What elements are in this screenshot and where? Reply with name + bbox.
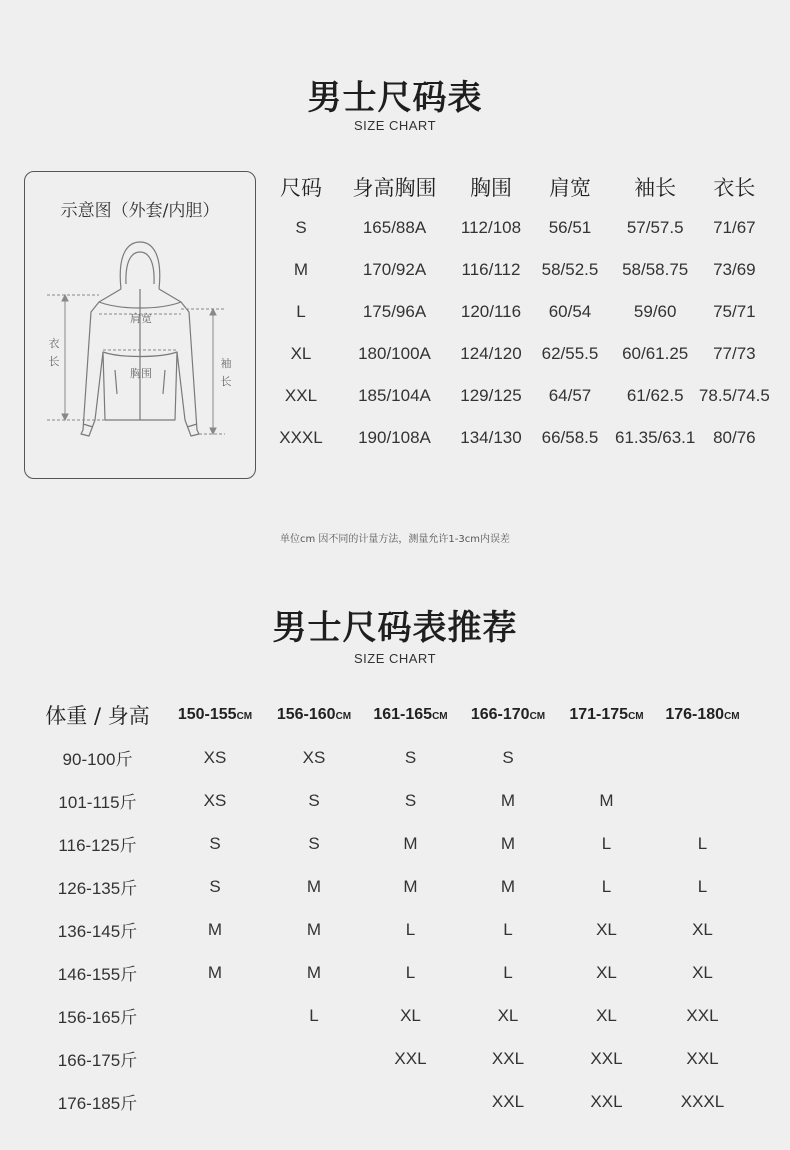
length-label-2: 长 — [48, 355, 60, 368]
table-row — [270, 417, 773, 459]
table-cell: S — [295, 218, 307, 237]
table-cell: XL — [290, 344, 312, 363]
height-range: 161-165 — [373, 706, 433, 723]
size-cell: M — [599, 790, 614, 810]
sleeve-label-1: 袖 — [220, 357, 232, 370]
weight-label: 116-125斤 — [58, 836, 137, 855]
size-cell: XS — [302, 747, 326, 767]
measurement-note: 单位cm 因不同的计量方法，测量允许1-3cm内误差 — [280, 534, 510, 545]
table-row — [30, 1037, 750, 1080]
size-cell: XS — [203, 747, 227, 767]
table-cell: 56/51 — [548, 218, 592, 237]
size-cell: L — [405, 962, 416, 982]
table-row — [30, 779, 750, 822]
size-cell: L — [601, 833, 612, 853]
size-cell: XXL — [590, 1091, 623, 1111]
weight-label: 166-175斤 — [57, 1051, 138, 1070]
table-row — [30, 951, 750, 994]
table-cell: 124/120 — [460, 344, 522, 363]
size-cell — [165, 1080, 265, 1123]
table-row — [30, 908, 750, 951]
size-cell: M — [500, 833, 516, 853]
header-sleeve: 袖长 — [634, 176, 677, 200]
page-subtitle: SIZE CHART — [353, 118, 437, 133]
size-cell: L — [309, 1005, 319, 1025]
table-cell: 60/61.25 — [622, 344, 689, 363]
table-cell: 60/54 — [548, 302, 592, 321]
size-table — [270, 167, 773, 459]
table-row — [30, 865, 750, 908]
jacket-illustration — [25, 172, 255, 478]
size-cell: XL — [596, 919, 617, 939]
height-unit: CM — [529, 711, 546, 722]
recommend-title: 男士尺码表推荐 — [272, 608, 518, 648]
sleeve-label-2: 长 — [220, 375, 232, 388]
size-cell — [655, 736, 750, 779]
size-cell: L — [405, 919, 416, 939]
diagram-caption: 示意图（外套/内胆） — [60, 201, 220, 221]
height-unit: CM — [628, 711, 644, 722]
size-cell: XS — [203, 790, 227, 810]
size-cell: S — [308, 790, 320, 810]
size-cell: XXL — [686, 1005, 719, 1025]
table-cell: 57/57.5 — [626, 218, 684, 237]
weight-label: 176-185斤 — [57, 1094, 138, 1113]
weight-label: 101-115斤 — [58, 793, 137, 812]
length-label-1: 衣 — [48, 337, 60, 350]
header-shoulder: 肩宽 — [549, 176, 591, 200]
size-cell: M — [403, 833, 418, 853]
size-cell — [265, 1080, 363, 1123]
size-cell — [363, 1080, 458, 1123]
table-cell: 61.35/63.1 — [615, 428, 696, 447]
size-cell: XXL — [491, 1091, 525, 1111]
header-size: 尺码 — [280, 176, 322, 200]
size-cell: S — [404, 790, 417, 810]
size-cell: M — [500, 790, 516, 810]
size-cell: M — [306, 876, 322, 896]
table-cell: XXXL — [279, 428, 323, 447]
size-cell: M — [306, 919, 322, 939]
size-cell: M — [306, 962, 322, 982]
table-cell: 59/60 — [633, 302, 677, 321]
jacket-diagram-panel — [24, 171, 256, 479]
table-cell: 62/55.5 — [541, 344, 599, 363]
size-cell: M — [500, 876, 516, 896]
size-cell: XXL — [394, 1048, 427, 1068]
table-cell: 170/92A — [362, 260, 427, 279]
height-range: 150-155 — [177, 706, 237, 723]
size-cell: L — [697, 876, 708, 896]
table-cell: 180/100A — [358, 344, 431, 363]
table-cell: 80/76 — [713, 428, 756, 447]
size-cell: L — [503, 919, 513, 939]
table-row — [30, 1080, 750, 1123]
shoulder-label: 肩宽 — [130, 312, 152, 325]
header-length: 衣长 — [713, 176, 756, 200]
size-cell: XL — [596, 962, 617, 982]
table-row — [30, 736, 750, 779]
table-cell: 129/125 — [460, 386, 522, 405]
weight-label: 90-100斤 — [62, 750, 133, 769]
size-cell: XXL — [686, 1048, 719, 1068]
table-cell: 120/116 — [460, 302, 522, 321]
size-cell: L — [503, 962, 513, 982]
height-unit: CM — [335, 711, 352, 722]
recommend-subtitle: SIZE CHART — [353, 651, 437, 666]
height-column-header — [458, 694, 558, 736]
size-cell — [655, 779, 750, 822]
recommend-table — [30, 694, 750, 1123]
weight-label: 136-145斤 — [57, 922, 138, 941]
table-cell: 58/52.5 — [541, 260, 599, 279]
table-cell: 165/88A — [362, 218, 427, 237]
size-cell: XL — [692, 919, 713, 939]
weight-label: 156-165斤 — [57, 1008, 138, 1027]
size-cell: XL — [497, 1005, 519, 1025]
size-cell: S — [209, 876, 221, 896]
height-range: 176-180 — [665, 706, 725, 723]
size-table-header — [270, 167, 773, 207]
size-cell: S — [404, 747, 417, 767]
page-title: 男士尺码表 — [307, 78, 483, 118]
table-row — [270, 375, 773, 417]
size-cell: XL — [596, 1005, 617, 1025]
height-range: 156-160 — [276, 706, 336, 723]
table-cell: 175/96A — [362, 302, 427, 321]
table-cell: 134/130 — [460, 428, 522, 447]
size-cell: S — [209, 833, 221, 853]
size-cell: L — [697, 833, 708, 853]
size-cell: S — [308, 833, 320, 853]
table-cell: 112/108 — [460, 218, 522, 237]
recommend-table-header — [30, 694, 750, 736]
table-row — [270, 249, 773, 291]
table-cell: 116/112 — [461, 260, 521, 279]
header-chest: 胸围 — [470, 176, 512, 200]
header-height-chest: 身高胸围 — [352, 176, 437, 200]
table-cell: XXL — [284, 386, 318, 405]
table-cell: 58/58.75 — [622, 260, 689, 279]
table-cell: 64/57 — [548, 386, 592, 405]
corner-label: 体重 / 身高 — [45, 704, 150, 728]
height-unit: CM — [236, 711, 253, 722]
table-row — [270, 291, 773, 333]
table-cell: 71/67 — [713, 218, 756, 237]
height-column-header — [165, 694, 265, 736]
table-cell: 190/108A — [358, 428, 431, 447]
height-unit: CM — [432, 711, 448, 722]
height-column-header — [655, 694, 750, 736]
size-cell: XXL — [590, 1048, 623, 1068]
table-cell: M — [293, 260, 309, 279]
table-cell: 78.5/74.5 — [698, 386, 770, 405]
size-cell: M — [207, 919, 223, 939]
table-cell: 61/62.5 — [626, 386, 684, 405]
table-row — [270, 207, 773, 249]
height-column-header — [363, 694, 458, 736]
size-cell: XXXL — [680, 1091, 725, 1111]
height-range: 166-170 — [470, 706, 530, 723]
chest-label: 胸围 — [130, 367, 152, 380]
table-cell: 66/58.5 — [541, 428, 599, 447]
size-cell: S — [502, 747, 514, 767]
table-cell: 75/71 — [713, 302, 756, 321]
size-cell — [265, 1037, 363, 1080]
size-cell: M — [403, 876, 418, 896]
table-cell: 77/73 — [713, 344, 756, 363]
table-row — [30, 822, 750, 865]
table-row — [270, 333, 773, 375]
table-cell: L — [296, 302, 306, 321]
height-column-header — [558, 694, 655, 736]
height-unit: CM — [724, 711, 740, 722]
table-row — [30, 994, 750, 1037]
weight-label: 146-155斤 — [57, 965, 138, 984]
height-column-header — [265, 694, 363, 736]
size-cell — [165, 994, 265, 1037]
size-cell — [165, 1037, 265, 1080]
table-cell: 73/69 — [713, 260, 756, 279]
size-cell: XXL — [491, 1048, 525, 1068]
size-cell: XL — [400, 1005, 421, 1025]
size-cell: M — [207, 962, 223, 982]
table-cell: 185/104A — [358, 386, 431, 405]
size-cell: L — [601, 876, 612, 896]
weight-label: 126-135斤 — [57, 879, 138, 898]
size-cell — [558, 736, 655, 779]
size-cell: XL — [692, 962, 713, 982]
height-range: 171-175 — [569, 706, 629, 723]
